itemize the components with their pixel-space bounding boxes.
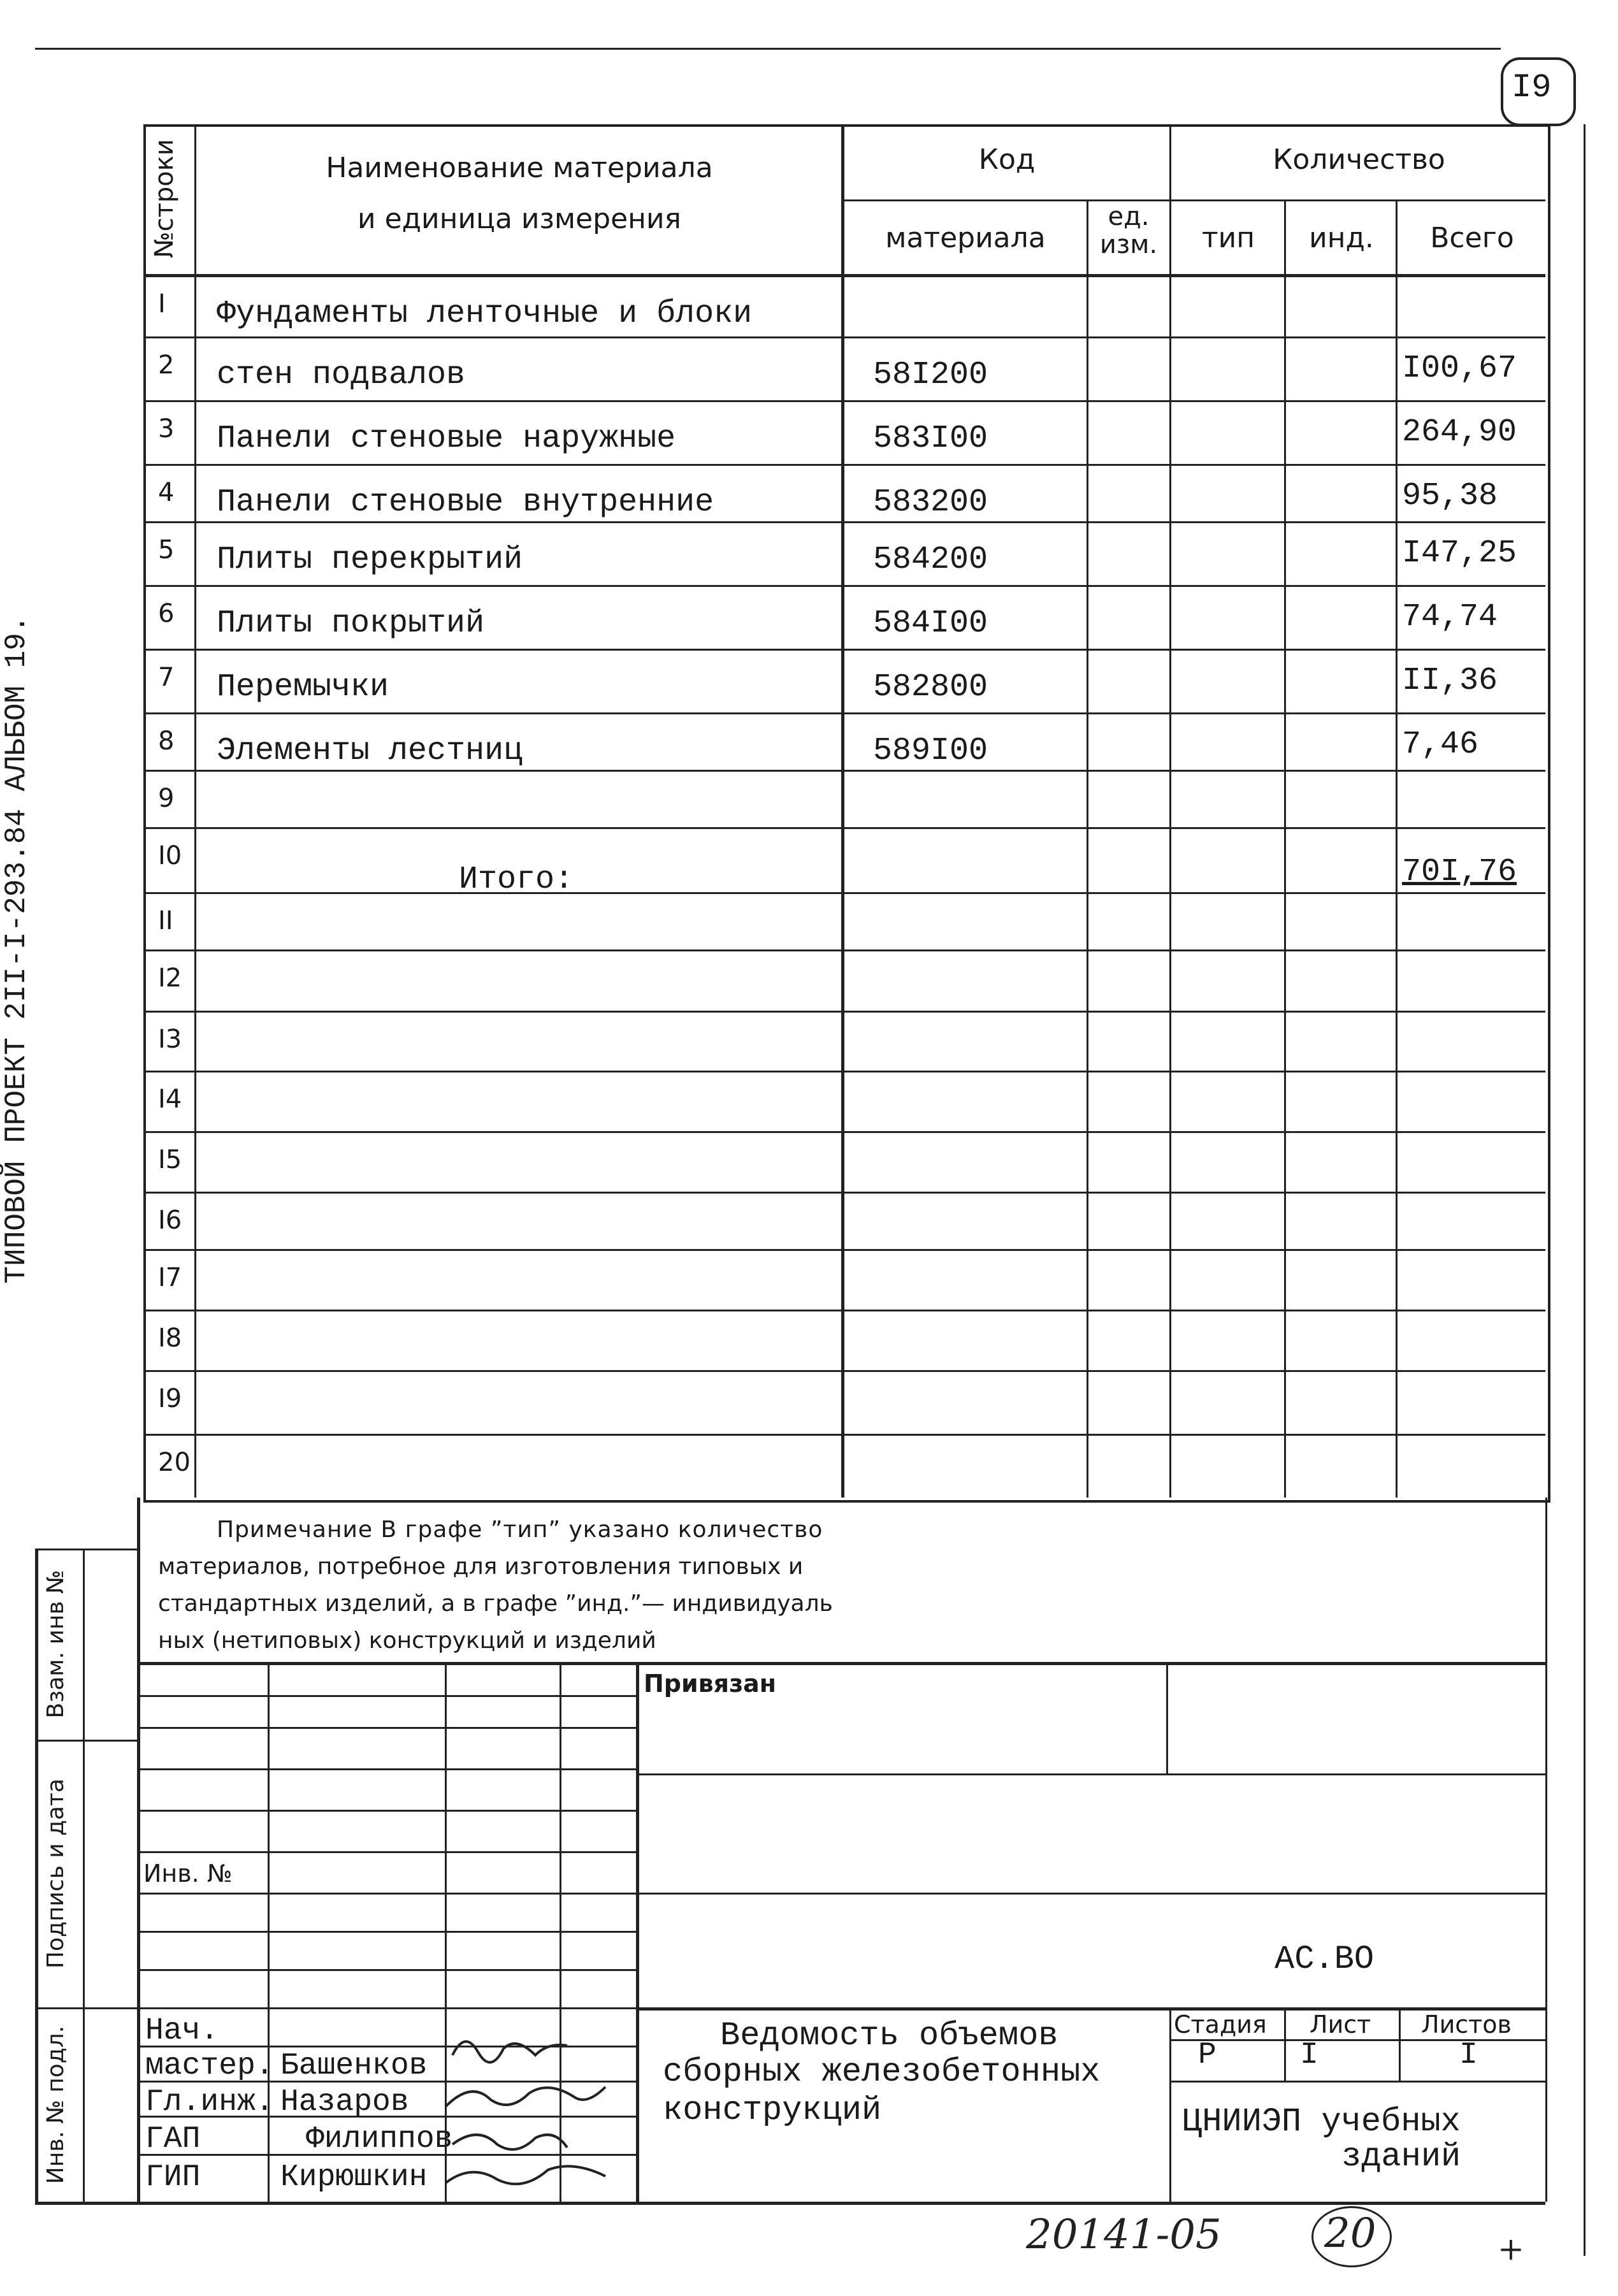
side-vzam: Взам. инв № [43, 1570, 69, 1719]
row-total: 7,46 [1402, 726, 1479, 763]
header-name-line2: и единица измерения [357, 203, 682, 235]
row-number: 20 [158, 1448, 191, 1477]
stamp-stage-mid [1169, 2039, 1545, 2041]
row-rule [143, 949, 1545, 951]
row-code: 582800 [873, 669, 988, 705]
row-code: 584200 [873, 542, 988, 578]
signatures [440, 2017, 650, 2202]
col-sep-rowno [194, 124, 196, 1498]
row-number: I5 [158, 1145, 182, 1174]
signer-name: Назаров [280, 2085, 409, 2119]
row-number: I7 [158, 1263, 182, 1292]
header-qty-group: Количество [1273, 143, 1445, 176]
header-mid-rule [841, 199, 1545, 201]
row-number: II [158, 906, 173, 935]
stage-value: Р [1198, 2038, 1217, 2072]
stamp-title-top [636, 2007, 1545, 2011]
row-name: Плиты покрытий [217, 605, 485, 642]
header-name-line1: Наименование материала [326, 152, 713, 184]
stamp-grid-row [137, 1768, 636, 1770]
row-code: 584I00 [873, 605, 988, 642]
row-number: I2 [158, 964, 182, 993]
row-code: 583200 [873, 484, 988, 521]
signer-role: Гл.инж. [145, 2085, 274, 2119]
stamp-grid-row [137, 1851, 636, 1853]
sheets-value: I [1459, 2038, 1478, 2072]
top-rule [35, 48, 1501, 50]
side-col-sep1 [35, 1740, 137, 1742]
row-number: I6 [158, 1206, 182, 1235]
row-rule [143, 1131, 1545, 1133]
row-total: II,36 [1402, 663, 1498, 699]
signer-role: мастер. [145, 2049, 274, 2083]
stamp-privyaz-bottom [636, 1773, 1545, 1775]
row-name: Панели стеновые наружные [217, 421, 676, 457]
col-sep-name [841, 124, 844, 1498]
row-number: 4 [158, 478, 175, 507]
row-name: Перемычки [217, 669, 389, 705]
doc-code: АС.ВО [1275, 1940, 1375, 1978]
row-number: 9 [158, 784, 175, 813]
row-code: 589I00 [873, 733, 988, 769]
header-bottom-rule [143, 274, 1545, 277]
privyazan-label: Привязан [644, 1670, 777, 1698]
title-line1: Ведомость объемов [720, 2017, 1058, 2054]
org-line2: зданий [1341, 2138, 1461, 2176]
side-col-top [35, 1549, 137, 1550]
row-rule [143, 1249, 1545, 1251]
header-code-unit: ед. изм. [1099, 202, 1158, 259]
stamp-grid-row [137, 1969, 636, 1971]
header-qty-total: Всего [1430, 222, 1514, 254]
stamp-top-rule [137, 1662, 1545, 1665]
stamp-grid-row [137, 1931, 636, 1933]
row-rule [143, 521, 1545, 523]
sheet-number: I9 [1512, 69, 1552, 106]
stamp-grid-row [137, 1695, 636, 1697]
side-project-label: ТИПОВОЙ ПРОЕКТ 2II-I-293.84 АЛЬБОМ 19. [0, 615, 33, 1284]
signer-name: Филиппов [306, 2122, 453, 2156]
col-sep-code [1087, 201, 1088, 1498]
lower-right-border [1545, 1498, 1547, 2202]
total-value: 70I,76 [1402, 854, 1517, 890]
row-number: I [158, 289, 166, 319]
sheets-label: Листов [1421, 2011, 1512, 2039]
stamp-grid-row [137, 1727, 636, 1729]
signer-name: Кирюшкин [280, 2160, 428, 2195]
row-rule [143, 585, 1545, 587]
col-sep-ind [1396, 201, 1398, 1498]
inv-no-label: Инв. № [143, 1859, 233, 1888]
footer-code: 20141-05 [1026, 2211, 1222, 2258]
row-name: Плиты перекрытий [217, 542, 523, 578]
header-qty-ind: инд. [1309, 222, 1374, 254]
header-qty-type: тип [1202, 222, 1255, 254]
row-number: 3 [158, 414, 175, 444]
signer-role: ГАП [145, 2122, 201, 2156]
header-code-group: Код [978, 143, 1036, 176]
header-code-material: материала [885, 222, 1046, 254]
row-rule [143, 1370, 1545, 1372]
row-number: 2 [158, 350, 175, 380]
note-line1 [217, 1512, 823, 1549]
row-rule [143, 464, 1545, 466]
side-col-outer [35, 1549, 38, 2202]
row-number: 5 [158, 535, 175, 565]
row-rule [143, 1011, 1545, 1013]
stamp-grid-row [137, 2007, 636, 2009]
row-number: 7 [158, 663, 175, 692]
row-number: I0 [158, 841, 182, 870]
row-code: 58I200 [873, 357, 988, 393]
stamp-sep-stage [1169, 2007, 1171, 2202]
stamp-sep-sheet [1284, 2007, 1286, 2081]
row-number: 8 [158, 726, 175, 756]
row-name: Элементы лестниц [217, 733, 523, 769]
stamp-sep-privyaz [1166, 1662, 1168, 1773]
row-name: Фундаменты ленточные и блоки [217, 296, 753, 332]
side-col-inner [83, 1549, 85, 2202]
title-line3: конструкций [663, 2091, 882, 2129]
side-inv-podl: Инв. № подл. [43, 2025, 69, 2184]
header-row-no: №строки [150, 139, 179, 258]
side-podpis: Подпись и дата [43, 1778, 69, 1969]
row-total: 95,38 [1402, 478, 1498, 514]
total-label: Итого: [459, 862, 574, 898]
row-rule [143, 892, 1545, 894]
signer-role: Нач. [145, 2014, 219, 2048]
row-total: 264,90 [1402, 414, 1517, 451]
row-number: I3 [158, 1025, 182, 1054]
row-rule [143, 1071, 1545, 1072]
row-code: 583I00 [873, 421, 988, 457]
stamp-code-top [636, 1893, 1545, 1895]
stamp-grid-row [137, 1893, 636, 1895]
col-sep-unit [1169, 124, 1171, 1498]
note-line4: ных (нетиповых) конструкций и изделий [158, 1628, 656, 1654]
stamp-bottom-rule [35, 2202, 1545, 2205]
stage-label: Стадия [1174, 2011, 1267, 2039]
row-number: I8 [158, 1324, 182, 1353]
footer-mark: + [1498, 2230, 1524, 2267]
sheet-value: I [1300, 2038, 1318, 2072]
col-sep-type [1284, 201, 1286, 1498]
note-line3: стандартных изделий, а в графе ”инд.”— индивидуаль [158, 1591, 833, 1617]
row-rule [143, 712, 1545, 714]
stamp-grid-row [137, 1810, 636, 1812]
signer-role: ГИП [145, 2160, 201, 2195]
stamp-stage-bottom [1169, 2081, 1545, 2083]
title-line2: сборных железобетонных [663, 2053, 1101, 2091]
row-rule [143, 336, 1545, 338]
note-line1-text: Примечание В графе ”тип” указано количество [217, 1517, 823, 1543]
sheet-label: Лист [1310, 2011, 1371, 2039]
row-rule [143, 649, 1545, 651]
footer-page: 20 [1324, 2210, 1376, 2257]
row-rule [143, 400, 1545, 402]
row-rule [143, 1192, 1545, 1194]
lower-left-border [137, 1498, 140, 2202]
row-rule [143, 827, 1545, 829]
row-name: Панели стеновые внутренние [217, 484, 714, 521]
row-rule [143, 770, 1545, 772]
org-line1: ЦНИИЭП учебных [1182, 2103, 1461, 2141]
row-total: I00,67 [1402, 350, 1517, 387]
row-total: I47,25 [1402, 535, 1517, 572]
row-total: 74,74 [1402, 599, 1498, 635]
row-rule [143, 1310, 1545, 1311]
row-number: 6 [158, 599, 175, 628]
row-number: I9 [158, 1384, 182, 1413]
row-number: I4 [158, 1085, 182, 1114]
stamp-sep-sheets [1399, 2007, 1401, 2081]
note-line2: материалов, потребное для изготовления типовых и [158, 1554, 804, 1580]
row-rule [143, 1434, 1545, 1436]
right-border [1584, 124, 1585, 2256]
signer-name: Башенков [280, 2049, 428, 2083]
row-name: стен подвалов [217, 357, 466, 393]
